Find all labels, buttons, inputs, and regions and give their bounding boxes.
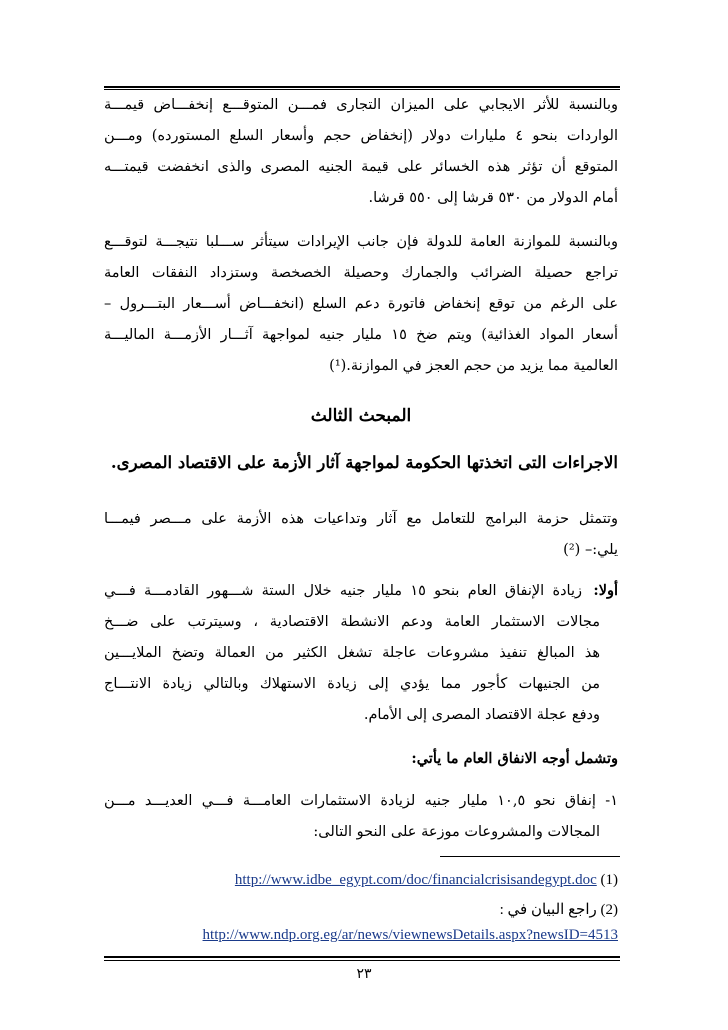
spending-heading: وتشمل أوجه الانفاق العام ما يأتي:	[411, 750, 618, 767]
bottom-rule	[104, 956, 620, 958]
paragraph2-line: على الرغم من توقع إنخفاض فاتورة دعم السلع (انخفـــاض أســـعار البتـــرول –	[104, 296, 618, 312]
first-item-line: زيادة الإنفاق العام بنحو ١٥ مليار جنيه خلال الستة شـــهور القادمـــة فـــي	[104, 583, 582, 599]
footnote-2-marker: (2)	[600, 902, 618, 918]
paragraph2-line: وبالنسبة للموازنة العامة للدولة فإن جانب الإيرادات سيتأثر ســـلبا نتيجـــة لتوقـــع	[104, 234, 618, 250]
top-rule-thin	[104, 89, 620, 90]
section-heading: المبحث الثالث	[310, 406, 412, 426]
footnote-2-label: راجع البيان في :	[499, 902, 597, 918]
first-item-line: مجالات الاستثمار العامة ودعم الانشطة الاقتصادية ، وسيترتب على ضـــخ	[104, 614, 600, 630]
footnote-1-link[interactable]: http://www.idbe_egypt.com/doc/financialcrisisandegypt.doc	[234, 872, 597, 888]
paragraph2-line: العالمية مما يزيد من حجم العجز في الموازنة.(¹)	[329, 358, 618, 374]
footnote-1	[235, 870, 618, 890]
footnote-2-url-line	[203, 925, 618, 945]
page-number: ٢٣	[356, 966, 372, 982]
paragraph1-line: الواردات بنحو ٤ مليارات دولار (إنخفاض حجم وأسعار السلع المستورده) ومـــن	[104, 128, 619, 144]
footnote-separator	[440, 856, 620, 857]
paragraph3-line: وتتمثل حزمة البرامج للتعامل مع آثار وتداعيات هذه الأزمة على مـــصر فيمـــا	[104, 511, 618, 527]
paragraph1-line: المتوقع أن تؤثر هذه الخسائر على قيمة الجنيه المصرى والذى انخفضت قيمتـــه	[104, 159, 618, 175]
top-rule	[104, 86, 620, 88]
bottom-rule-thin	[104, 960, 620, 961]
first-item-label: أولا:	[593, 582, 618, 599]
footnote-1-marker: (1)	[600, 872, 618, 888]
paragraph3-line: يلي:– (²)	[563, 542, 618, 558]
paragraph2-line: أسعار المواد الغذائية) ويتم ضخ ١٥ مليار جنيه لمواجهة آثـــار الأزمـــة الماليـــة	[104, 327, 619, 343]
spending-item-line: المجالات والمشروعات موزعة على النحو التالى:	[313, 824, 600, 840]
paragraph1-line: أمام الدولار من ٥٣٠ قرشا إلى ٥٥٠ قرشا.	[368, 190, 618, 206]
first-item-line: هذ المبالغ تنفيذ مشروعات عاجلة تشغل الكثير من العمالة وتضخ الملايـــين	[104, 645, 600, 661]
first-item-line: ودفع عجلة الاقتصاد المصرى إلى الأمام.	[363, 707, 600, 723]
section-subheading: الاجراءات التى اتخذتها الحكومة لمواجهة آثار الأزمة على الاقتصاد المصرى.	[110, 453, 618, 472]
footnote-2	[500, 900, 618, 920]
paragraph1-line: وبالنسبة للأثر الايجابي على الميزان التجارى فمـــن المتوقـــع إنخفـــاض قيمـــة	[104, 97, 618, 113]
paragraph2-line: تراجع حصيلة الضرائب والجمارك وحصيلة الخصخصة وستزداد النفقات العامة	[104, 265, 618, 281]
spending-item-line: ١- إنفاق نحو ١٠,٥ مليار جنيه لزيادة الاستثمارات العامـــة فـــي العديـــد مـــن	[104, 793, 618, 809]
footnote-2-link[interactable]: http://www.ndp.org.eg/ar/news/viewnewsDetails.aspx?newsID=4513	[202, 927, 618, 943]
first-item-line: من الجنيهات كأجور مما يؤدي إلى زيادة الاستهلاك وبالتالي زيادة الانتـــاج	[104, 676, 600, 692]
